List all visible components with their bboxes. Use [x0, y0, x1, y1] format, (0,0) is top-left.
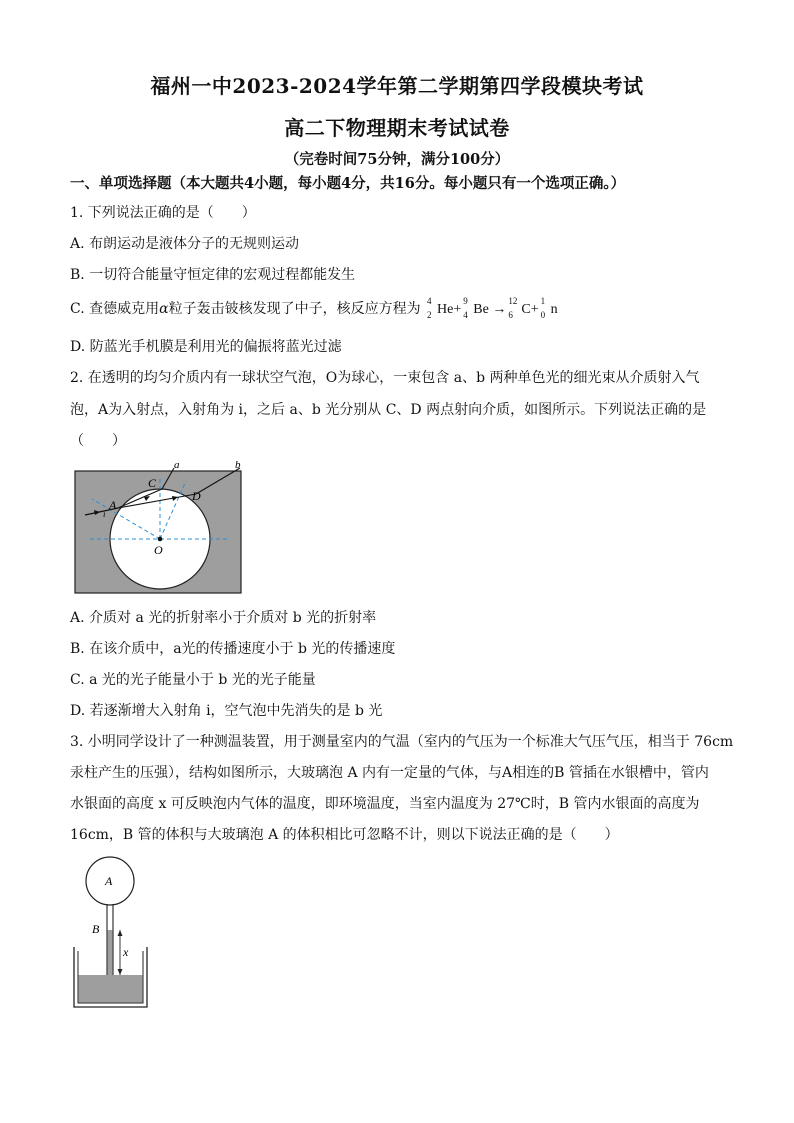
alpha-symbol: α [159, 301, 169, 317]
label-B: B [92, 922, 100, 936]
center-point [158, 537, 163, 542]
label-D: D [192, 489, 201, 503]
q2-stem-line2: 泡，A为入射点，入射角为 i，之后 a、b 光分别从 C、D 两点射向介质，如图所示。下列说法正确的是 [70, 402, 707, 418]
nuclide-neutron: 1 0 n [540, 296, 558, 320]
nuclear-equation: 4 2 He+ 9 4 Be → 12 6 C+ 1 0 n [427, 296, 558, 320]
q3-stem-line1: 3. 小明同学设计了一种测温装置，用于测量室内的气温（室内的气压为一个标准大气压气压，相当于 76cm [70, 734, 734, 750]
label-a: a [174, 459, 180, 471]
q1-option-c [70, 298, 558, 318]
mercury-pool [79, 975, 143, 1002]
label-O: O [154, 543, 163, 557]
q2-bubble-figure [70, 456, 260, 601]
label-b: b [235, 459, 241, 471]
q2-stem-line3: （ ） [70, 433, 126, 449]
exam-title-subject: 高二下物理期末考试试卷 [284, 116, 510, 140]
q1-option-a: A. 布朗运动是液体分子的无规则运动 [70, 236, 300, 252]
q2-option-a: A. 介质对 a 光的折射率小于介质对 b 光的折射率 [70, 610, 377, 626]
height-arrow-down [118, 969, 123, 975]
q3-stem-line3: 水银面的高度 x 可反映泡内气体的温度，即环境温度，当室内温度为 27℃时，B 管内水银面的高度为 [70, 796, 700, 812]
section-heading: 一、单项选择题（本大题共4小题，每小题4分，共16分。每小题只有一个选项正确。） [70, 175, 626, 192]
q3-stem-line2: 汞柱产生的压强），结构如图所示，大玻璃泡 A 内有一定量的气体，与A相连的B 管插在水银槽中，管内 [70, 765, 709, 781]
exam-time-note: （完卷时间75分钟，满分100分） [284, 151, 510, 168]
q1-option-b: B. 一切符合能量守恒定律的宏观过程都能发生 [70, 267, 356, 283]
q2-option-b: B. 在该介质中，a光的传播速度小于 b 光的传播速度 [70, 641, 396, 657]
q2-stem-line1: 2. 在透明的均匀介质内有一球状空气泡，O为球心，一束包含 a、b 两种单色光的细光束从介质射入气 [70, 370, 700, 386]
nuclide-beryllium: 9 4 Be [463, 296, 489, 320]
q1-option-c-text2: 粒子轰击铍核发现了中子，核反应方程为 [168, 301, 421, 317]
nuclide-carbon: 12 6 C [508, 296, 531, 320]
label-A: A [109, 498, 117, 512]
nuclide-helium: 4 2 He [427, 296, 454, 320]
label-C: C [148, 476, 157, 490]
q2-option-d: D. 若逐渐增大入射角 i，空气泡中先消失的是 b 光 [70, 703, 383, 719]
label-A: A [105, 874, 113, 888]
label-i: i [103, 509, 106, 519]
label-x: x [123, 945, 129, 959]
q2-option-c: C. a 光的光子能量小于 b 光的光子能量 [70, 672, 316, 688]
height-arrow-up [118, 930, 123, 936]
q3-stem-line4: 16cm，B 管的体积与大玻璃泡 A 的体积相比可忽略不计，则以下说法正确的是（ ） [70, 827, 619, 843]
exam-title-school: 福州一中2023-2024学年第二学期第四学段模块考试 [150, 74, 644, 98]
q3-thermometer-figure [70, 855, 160, 1015]
q1-option-d: D. 防蓝光手机膜是利用光的偏振将蓝光过滤 [70, 339, 342, 355]
q1-stem: 1. 下列说法正确的是（ ） [70, 205, 256, 221]
q1-option-c-text1: C. 查德威克用 [70, 301, 160, 317]
